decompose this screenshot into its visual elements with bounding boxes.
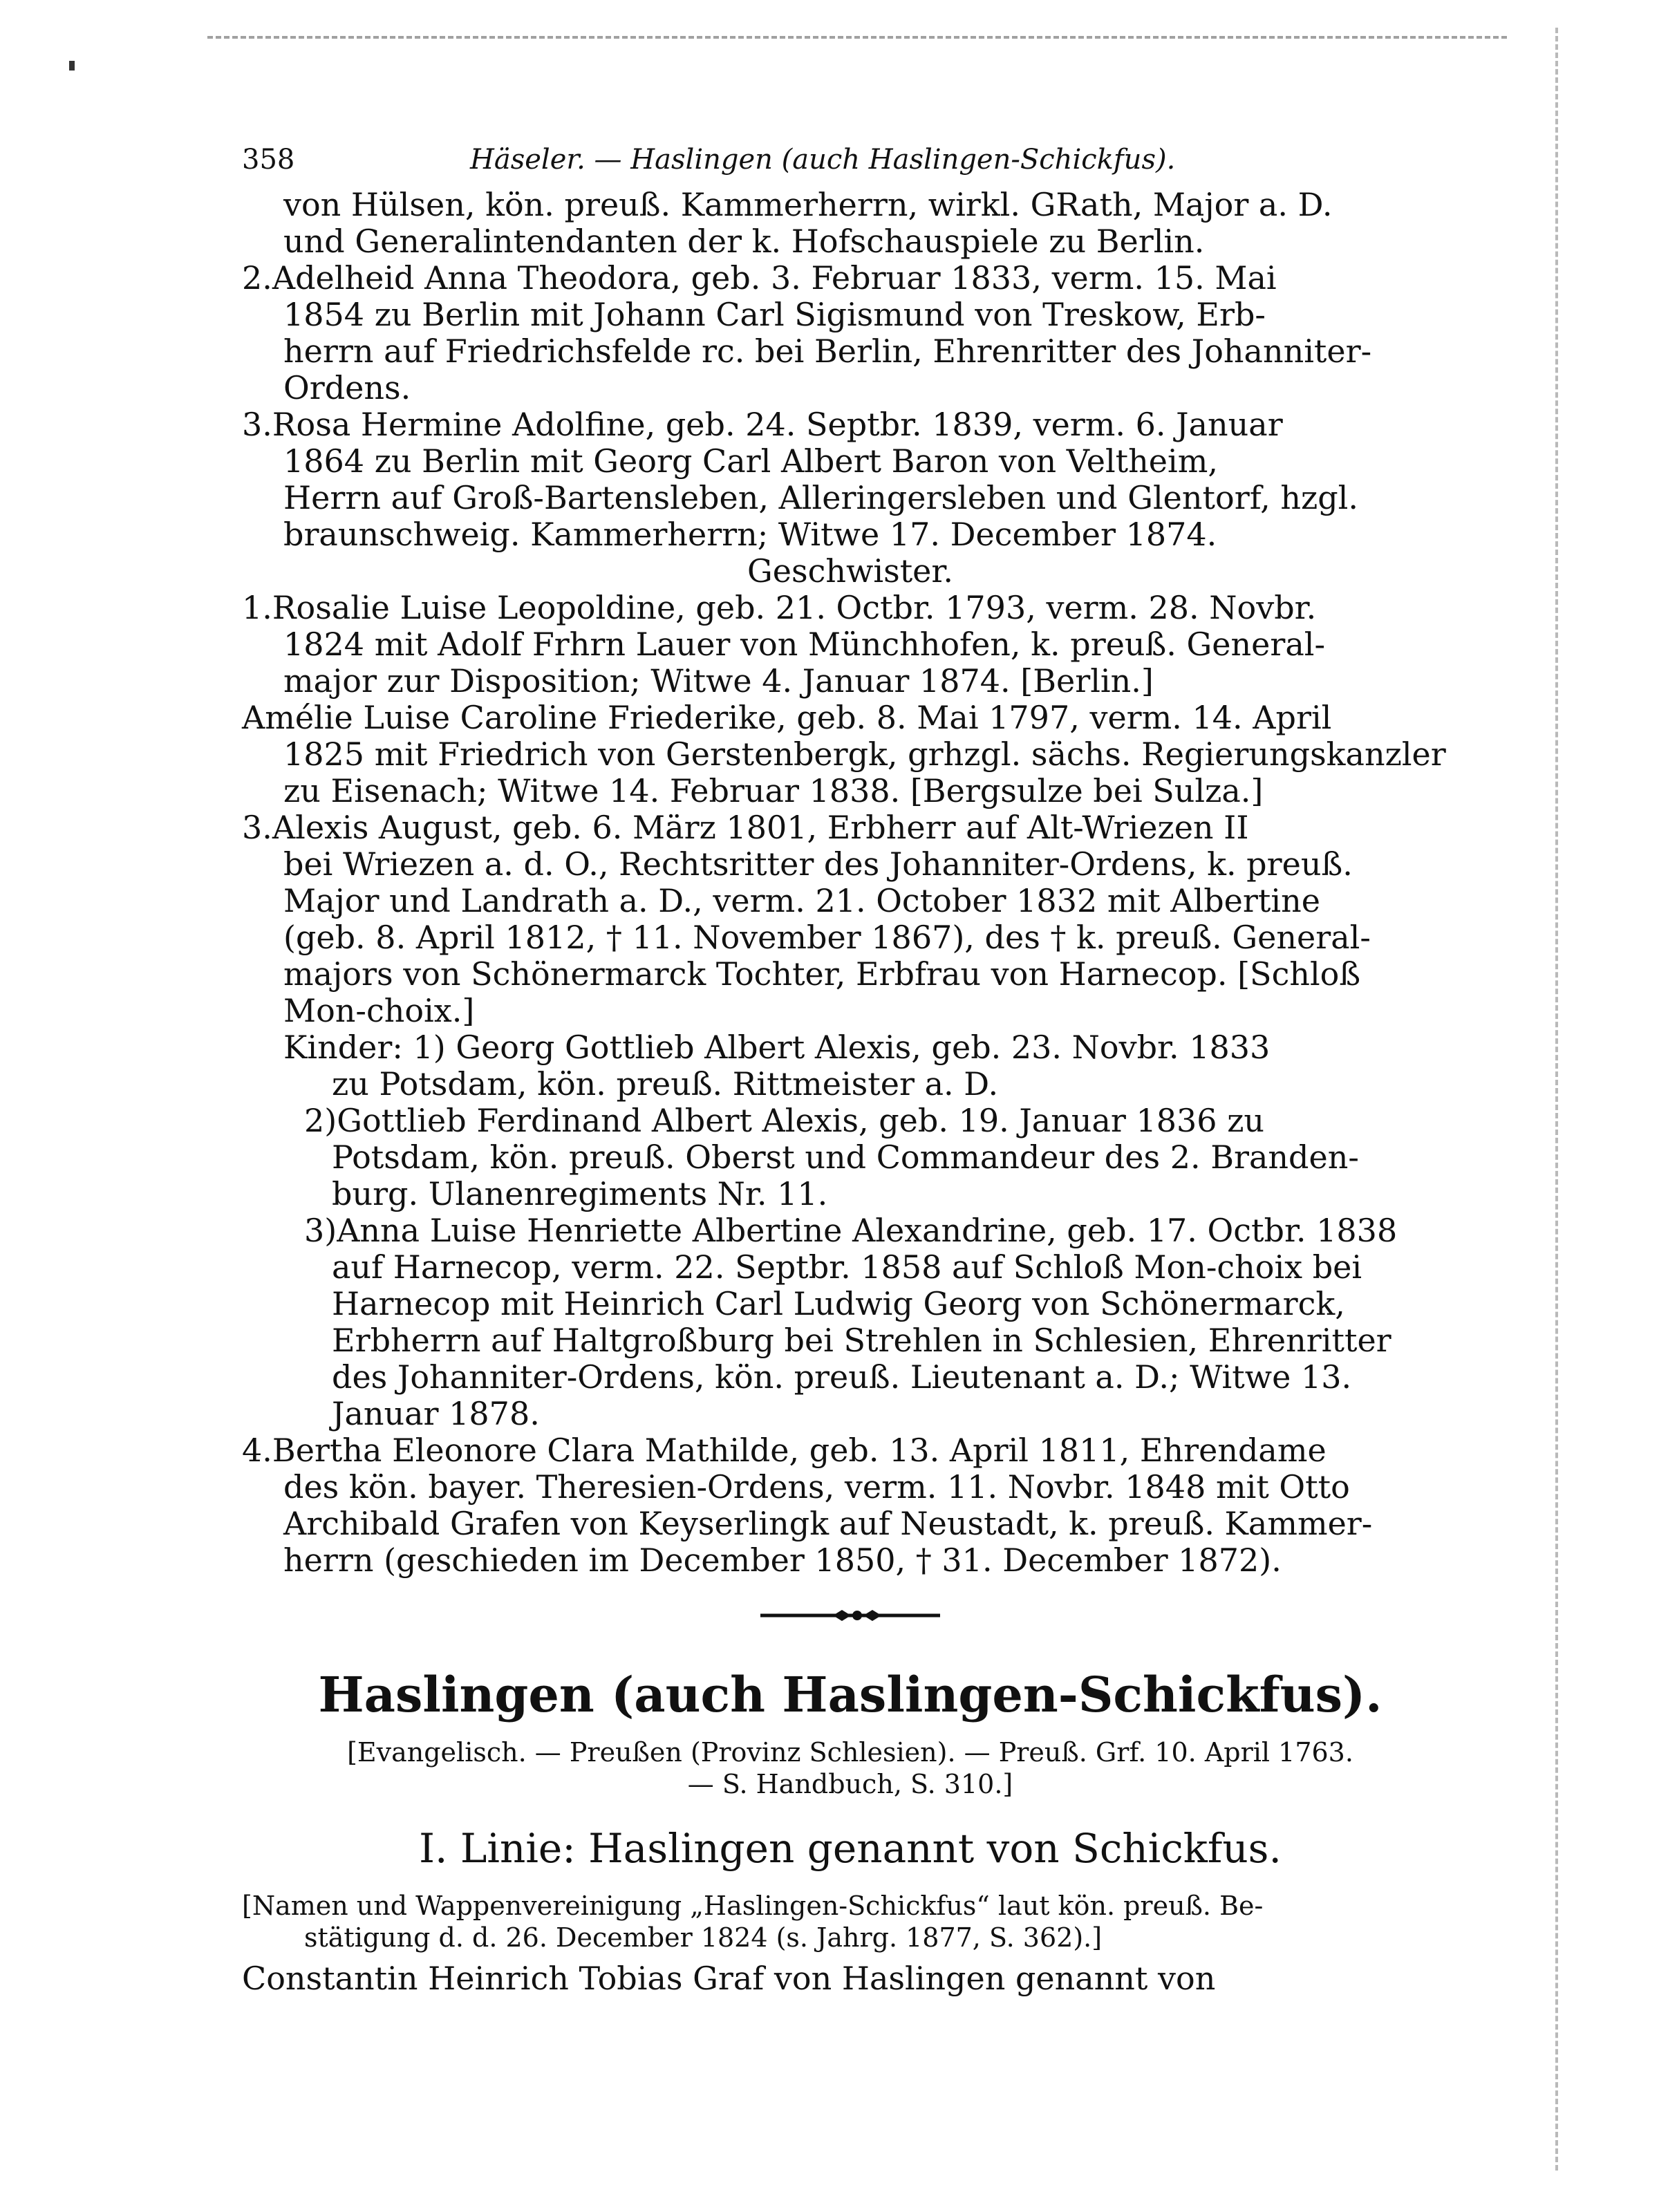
text-line: 1824 mit Adolf Frhrn Lauer von Münchhofen, k. preuß. General-	[283, 626, 1326, 663]
page	[242, 138, 1459, 1997]
text-line: Potsdam, kön. preuß. Oberst und Commandeur des 2. Branden-	[332, 1138, 1359, 1176]
text-line: 1825 mit Friedrich von Gerstenbergk, grhzgl. sächs. Regierungskanzler	[283, 735, 1446, 773]
note-line: stätigung d. d. 26. December 1824 (s. Jahrg. 1877, S. 362).]	[304, 1922, 1103, 1953]
text-line: zu Potsdam, kön. preuß. Rittmeister a. D.	[332, 1065, 999, 1103]
text-line: 3.Alexis August, geb. 6. März 1801, Erbherr auf Alt-Wriezen II	[242, 809, 1249, 846]
text-line: Ordens.	[283, 369, 411, 406]
text-line: Mon-choix.]	[283, 992, 475, 1029]
line-subheading: I. Linie: Haslingen genannt von Schickfus.	[419, 1825, 1282, 1872]
subsection-heading: Geschwister.	[747, 552, 953, 590]
text-line: des kön. bayer. Theresien-Ordens, verm. 11. Novbr. 1848 mit Otto	[283, 1468, 1350, 1506]
text-line: bei Wriezen a. d. O., Rechtsritter des Johanniter-Ordens, k. preuß.	[283, 845, 1353, 883]
text-line: major zur Disposition; Witwe 4. Januar 1874. [Berlin.]	[283, 662, 1154, 700]
text-line: Constantin Heinrich Tobias Graf von Haslingen genannt von	[242, 1960, 1216, 1997]
text-line: Erbherrn auf Haltgroßburg bei Strehlen in Schlesien, Ehrenritter	[332, 1322, 1391, 1359]
text-line: 4.Bertha Eleonore Clara Mathilde, geb. 13. April 1811, Ehrendame	[242, 1432, 1327, 1469]
page-number: 358	[242, 144, 295, 176]
text-line: herrn auf Friedrichsfelde rc. bei Berlin, Ehrenritter des Johanniter-	[283, 332, 1372, 370]
text-line: 1864 zu Berlin mit Georg Carl Albert Baron von Veltheim,	[283, 442, 1218, 480]
entry-text	[242, 187, 1459, 1579]
text-line: (geb. 8. April 1812, † 11. November 1867), des † k. preuß. General-	[283, 919, 1371, 956]
section-heading: Haslingen (auch Haslingen-Schickfus).	[318, 1666, 1382, 1723]
section-info-line: [Evangelisch. — Preußen (Provinz Schlesien). — Preuß. Grf. 10. April 1763.	[347, 1737, 1353, 1768]
text-line: auf Harnecop, verm. 22. Septbr. 1858 auf Schloß Mon-choix bei	[332, 1248, 1362, 1286]
text-line: von Hülsen, kön. preuß. Kammerherrn, wirkl. GRath, Major a. D.	[283, 186, 1333, 223]
text-line: 1.Rosalie Luise Leopoldine, geb. 21. Octbr. 1793, verm. 28. Novbr.	[242, 589, 1317, 626]
scan-edge-right	[1555, 28, 1579, 2171]
text-line: des Johanniter-Ordens, kön. preuß. Lieutenant a. D.; Witwe 13.	[332, 1358, 1352, 1396]
page-header	[242, 138, 1459, 187]
note-line: [Namen und Wappenvereinigung „Haslingen-Schickfus“ laut kön. preuß. Be-	[242, 1891, 1264, 1921]
text-line: 2)Gottlieb Ferdinand Albert Alexis, geb. 19. Januar 1836 zu	[304, 1102, 1265, 1139]
text-line: 3.Rosa Hermine Adolfine, geb. 24. Septbr. 1839, verm. 6. Januar	[242, 406, 1283, 443]
text-line: und Generalintendanten der k. Hofschauspiele zu Berlin.	[283, 223, 1205, 260]
scan-edge-top	[207, 36, 1507, 46]
text-line: 2.Adelheid Anna Theodora, geb. 3. Februar 1833, verm. 15. Mai	[242, 259, 1277, 297]
text-line: 1854 zu Berlin mit Johann Carl Sigismund von Treskow, Erb-	[283, 296, 1266, 333]
text-line: burg. Ulanenregiments Nr. 11.	[332, 1175, 828, 1212]
text-line: Herrn auf Groß-Bartensleben, Alleringersleben und Glentorf, hzgl.	[283, 479, 1358, 516]
text-line: braunschweig. Kammerherrn; Witwe 17. December 1874.	[283, 516, 1217, 553]
scan-speck	[69, 61, 75, 71]
section-info-line: — S. Handbuch, S. 310.]	[687, 1769, 1013, 1799]
text-line: Archibald Grafen von Keyserlingk auf Neustadt, k. preuß. Kammer-	[283, 1505, 1373, 1542]
running-title: Häseler. — Haslingen (auch Haslingen-Schickfus).	[470, 144, 1176, 176]
text-line: Amélie Luise Caroline Friederike, geb. 8. Mai 1797, verm. 14. April	[242, 699, 1332, 736]
text-line: Harnecop mit Heinrich Carl Ludwig Georg von Schönermarck,	[332, 1285, 1345, 1322]
text-line: 3)Anna Luise Henriette Albertine Alexandrine, geb. 17. Octbr. 1838	[304, 1212, 1398, 1249]
text-line: Major und Landrath a. D., verm. 21. October 1832 mit Albertine	[283, 882, 1320, 919]
divider-ornament	[760, 1605, 940, 1626]
text-line: Kinder: 1) Georg Gottlieb Albert Alexis, geb. 23. Novbr. 1833	[283, 1029, 1271, 1066]
text-line: zu Eisenach; Witwe 14. Februar 1838. [Bergsulze bei Sulza.]	[283, 772, 1264, 809]
text-line: majors von Schönermarck Tochter, Erbfrau von Harnecop. [Schloß	[283, 955, 1361, 993]
text-line: herrn (geschieden im December 1850, † 31. December 1872).	[283, 1541, 1282, 1579]
text-line: Januar 1878.	[332, 1395, 540, 1432]
